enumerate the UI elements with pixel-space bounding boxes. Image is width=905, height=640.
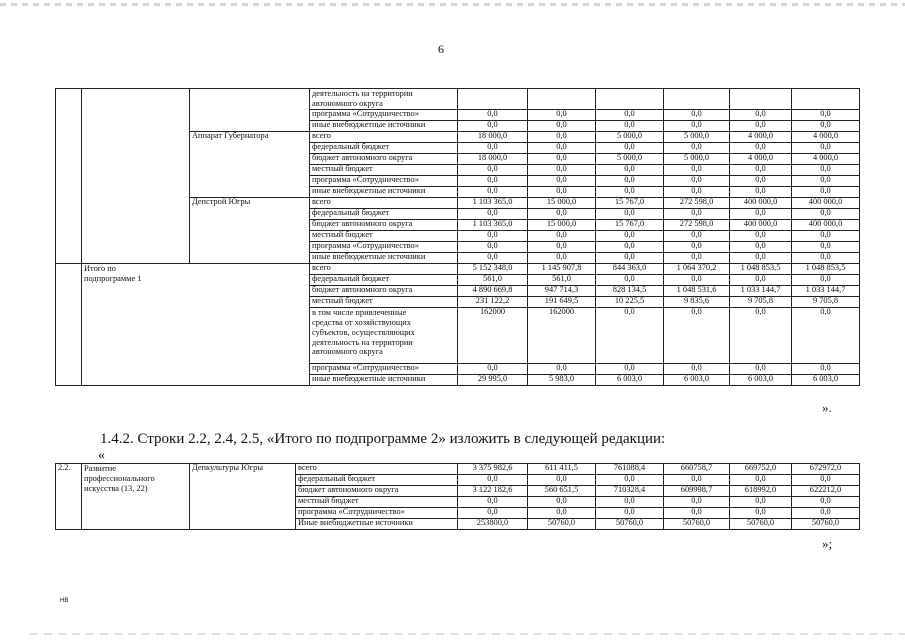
text-line: средства от хозяйствующих [312,317,411,327]
value-cell: 0,0 [596,508,664,519]
value-cell: 0,0 [458,508,528,519]
text-line: профессионального [84,473,155,483]
value-cell: 609998,7 [664,486,730,497]
value-cell: 561,0 [528,274,596,285]
value-cell: 0,0 [792,241,860,252]
value-cell: 0,0 [528,508,596,519]
source-cell: программа «Сотрудничество» [310,241,458,252]
value-cell: 0,0 [528,142,596,153]
value-cell [792,89,860,110]
value-cell [596,89,664,110]
value-cell: 0,0 [458,475,528,486]
value-cell: 6 003,0 [596,374,664,385]
value-cell: 0,0 [730,142,792,153]
value-cell: 9 705,8 [792,296,860,307]
value-cell: 0,0 [792,475,860,486]
value-cell: 0,0 [596,175,664,186]
value-cell: 0,0 [664,186,730,197]
value-cell: 0,0 [730,241,792,252]
amendment-heading: 1.4.2. Строки 2.2, 2.4, 2.5, «Итого по подпрограмме 2» изложить в следующей редакции: [100,431,666,447]
value-cell: 0,0 [458,109,528,120]
value-cell: 0,0 [458,497,528,508]
total-label-cell [82,263,310,385]
value-cell: 0,0 [664,307,730,363]
number-cell [56,89,82,264]
value-cell: 5 000,0 [664,131,730,142]
value-cell: 0,0 [458,241,528,252]
value-cell: 0,0 [458,230,528,241]
value-cell: 0,0 [730,230,792,241]
source-cell: программа «Сотрудничество» [310,109,458,120]
value-cell: 0,0 [596,363,664,374]
source-cell: федеральный бюджет [296,475,458,486]
value-cell: 0,0 [664,109,730,120]
value-cell [458,89,528,110]
source-cell: иные внебюджетные источники [310,120,458,131]
value-cell: 400 000,0 [730,197,792,208]
value-cell: 0,0 [730,274,792,285]
value-cell: 611 411,5 [528,464,596,475]
value-cell: 0,0 [528,475,596,486]
value-cell: 0,0 [664,274,730,285]
value-cell: 0,0 [730,508,792,519]
value-cell: 5 983,0 [528,374,596,385]
value-cell: 9 705,8 [730,296,792,307]
source-cell: федеральный бюджет [310,208,458,219]
value-cell: 1 103 365,0 [458,219,528,230]
value-cell: 0,0 [664,508,730,519]
value-cell: 0,0 [730,208,792,219]
value-cell: 618992,0 [730,486,792,497]
text-line: автономного округа [312,98,383,108]
name-cell [82,464,190,530]
value-cell: 0,0 [458,120,528,131]
text-line: субъектов, осуществляющих [312,327,415,337]
closing-quote-2: »; [822,536,833,551]
value-cell: 0,0 [528,497,596,508]
value-cell: 0,0 [730,109,792,120]
source-cell: иные внебюджетные источники [310,186,458,197]
value-cell: 191 649,5 [528,296,596,307]
value-cell: 0,0 [528,208,596,219]
value-cell: 6 003,0 [664,374,730,385]
value-cell: 0,0 [664,142,730,153]
value-cell: 6 003,0 [792,374,860,385]
source-cell: программа «Сотрудничество» [296,508,458,519]
source-cell: всего [310,197,458,208]
value-cell: 0,0 [596,109,664,120]
value-cell: 844 363,0 [596,263,664,274]
value-cell: 0,0 [792,274,860,285]
executor-cell: Аппарат Губернатора [190,131,310,197]
value-cell: 0,0 [664,497,730,508]
source-cell: программа «Сотрудничество» [310,175,458,186]
value-cell: 0,0 [458,252,528,263]
source-cell: федеральный бюджет [310,274,458,285]
value-cell: 400 000,0 [792,197,860,208]
value-cell: 162000 [458,307,528,363]
value-cell: 0,0 [596,241,664,252]
source-cell: всего [310,263,458,274]
value-cell: 272 598,0 [664,219,730,230]
value-cell: 0,0 [596,230,664,241]
text-line: Итого по [84,263,116,273]
executor-cell [190,89,310,132]
value-cell: 18 000,0 [458,153,528,164]
value-cell: 162000 [528,307,596,363]
text-line: автономного округа [312,347,383,357]
source-cell: иные внебюджетные источники [310,252,458,263]
value-cell: 0,0 [664,230,730,241]
total-row [56,263,860,274]
value-cell: 0,0 [730,252,792,263]
value-cell: 1 048 531,6 [664,285,730,296]
value-cell: 660758,7 [664,464,730,475]
value-cell: 0,0 [528,175,596,186]
value-cell: 0,0 [528,109,596,120]
source-cell: иные внебюджетные источники [310,374,458,385]
value-cell: 947 714,3 [528,285,596,296]
funding-table-row-2-2 [55,463,860,530]
value-cell: 1 103 365,0 [458,197,528,208]
value-cell: 828 134,5 [596,285,664,296]
value-cell: 0,0 [792,164,860,175]
source-cell: всего [310,131,458,142]
value-cell: 0,0 [596,475,664,486]
source-cell: бюджет автономного округа [310,153,458,164]
value-cell: 0,0 [528,131,596,142]
value-cell: 622212,0 [792,486,860,497]
value-cell: 0,0 [596,274,664,285]
opening-quote: « [98,448,105,463]
page-number: 6 [438,42,444,56]
value-cell: 561,0 [458,274,528,285]
value-cell: 5 000,0 [664,153,730,164]
value-cell: 0,0 [596,120,664,131]
value-cell: 0,0 [730,175,792,186]
value-cell: 0,0 [664,175,730,186]
value-cell: 0,0 [596,497,664,508]
value-cell: 1 064 370,2 [664,263,730,274]
value-cell: 0,0 [528,164,596,175]
funding-table-subprogram-1 [55,88,860,386]
value-cell: 0,0 [528,120,596,131]
value-cell: 1 145 907,8 [528,263,596,274]
value-cell: 0,0 [528,363,596,374]
value-cell: 0,0 [664,252,730,263]
value-cell: 0,0 [528,252,596,263]
value-cell: 0,0 [596,142,664,153]
value-cell: 0,0 [664,363,730,374]
value-cell: 10 225,5 [596,296,664,307]
value-cell: 0,0 [792,508,860,519]
value-cell: 0,0 [528,230,596,241]
value-cell: 50760,0 [664,519,730,530]
value-cell: 15 767,0 [596,219,664,230]
value-cell: 0,0 [596,307,664,363]
text-line: в том числе привлеченные [312,307,407,317]
value-cell: 0,0 [730,120,792,131]
value-cell: 0,0 [730,363,792,374]
value-cell: 0,0 [596,164,664,175]
value-cell: 253800,0 [458,519,528,530]
source-cell: Иные внебюджетные источники [296,519,458,530]
source-cell: бюджет автономного округа [310,219,458,230]
value-cell: 669752,0 [730,464,792,475]
value-cell: 50760,0 [730,519,792,530]
value-cell: 400 000,0 [730,219,792,230]
value-cell: 0,0 [792,120,860,131]
value-cell: 0,0 [792,186,860,197]
value-cell: 0,0 [792,109,860,120]
value-cell: 0,0 [458,363,528,374]
source-cell: местный бюджет [296,497,458,508]
value-cell: 0,0 [792,363,860,374]
value-cell: 272 598,0 [664,197,730,208]
value-cell: 710328,4 [596,486,664,497]
value-cell: 400 000,0 [792,219,860,230]
value-cell: 0,0 [664,475,730,486]
source-cell: федеральный бюджет [310,142,458,153]
value-cell: 9 835,6 [664,296,730,307]
source-cell: всего [296,464,458,475]
value-cell: 50760,0 [596,519,664,530]
value-cell: 0,0 [792,307,860,363]
value-cell: 0,0 [730,186,792,197]
value-cell: 0,0 [792,230,860,241]
value-cell: 0,0 [792,142,860,153]
value-cell: 0,0 [664,164,730,175]
executor-cell: Депстрой Югры [190,197,310,263]
value-cell: 0,0 [458,208,528,219]
number-cell: 2.2. [56,464,82,530]
source-cell: бюджет автономного округа [310,285,458,296]
value-cell: 18 000,0 [458,131,528,142]
table-row [56,89,860,110]
value-cell: 0,0 [792,175,860,186]
value-cell: 1 033 144,7 [730,285,792,296]
value-cell: 1 033 144,7 [792,285,860,296]
table-row [56,464,860,475]
value-cell: 15 000,0 [528,219,596,230]
value-cell: 15 000,0 [528,197,596,208]
value-cell [730,89,792,110]
text-line: искусства (13, 22) [84,483,148,493]
text-line: деятельность на территории [312,337,413,347]
text-line: подпрограмме 1 [84,273,142,283]
value-cell: 29 995,0 [458,374,528,385]
name-cell [82,89,190,264]
value-cell: 0,0 [664,120,730,131]
value-cell: 4 000,0 [730,131,792,142]
source-cell: программа «Сотрудничество» [310,363,458,374]
value-cell: 4 000,0 [792,153,860,164]
value-cell: 3 375 982,6 [458,464,528,475]
number-cell [56,263,82,385]
value-cell: 1 048 853,5 [792,263,860,274]
closing-quote-1: ». [822,400,832,415]
value-cell: 15 767,0 [596,197,664,208]
scan-artifact-top [0,3,905,6]
value-cell: 5 000,0 [596,131,664,142]
footer-mark: HB [60,598,69,604]
value-cell: 0,0 [458,142,528,153]
value-cell: 0,0 [792,208,860,219]
source-cell: бюджет автономного округа [296,486,458,497]
value-cell: 0,0 [596,208,664,219]
value-cell [528,89,596,110]
value-cell [664,89,730,110]
value-cell: 3 122 182,6 [458,486,528,497]
value-cell: 0,0 [792,497,860,508]
value-cell: 231 122,2 [458,296,528,307]
value-cell: 0,0 [458,164,528,175]
value-cell: 0,0 [596,186,664,197]
value-cell: 5 000,0 [596,153,664,164]
value-cell: 560 651,5 [528,486,596,497]
value-cell: 6 003,0 [730,374,792,385]
value-cell: 0,0 [664,241,730,252]
value-cell: 0,0 [792,252,860,263]
value-cell: 0,0 [730,307,792,363]
value-cell: 672972,0 [792,464,860,475]
value-cell: 50760,0 [528,519,596,530]
value-cell: 0,0 [730,164,792,175]
value-cell: 4 000,0 [792,131,860,142]
value-cell: 50760,0 [792,519,860,530]
value-cell: 4 890 669,8 [458,285,528,296]
source-cell: местный бюджет [310,230,458,241]
value-cell: 0,0 [596,252,664,263]
source-cell [310,89,458,110]
text-line: деятельность на территории [312,89,413,98]
value-cell: 4 000,0 [730,153,792,164]
value-cell: 0,0 [458,186,528,197]
value-cell: 0,0 [528,241,596,252]
value-cell: 761088,4 [596,464,664,475]
source-cell [310,307,458,363]
value-cell: 0,0 [730,497,792,508]
executor-cell: Депкультуры Югры [190,464,296,530]
value-cell: 5 152 348,0 [458,263,528,274]
scan-artifact-bottom [30,633,905,635]
value-cell: 0,0 [528,153,596,164]
value-cell: 0,0 [730,475,792,486]
source-cell: местный бюджет [310,164,458,175]
value-cell: 0,0 [458,175,528,186]
value-cell: 1 048 853,5 [730,263,792,274]
source-cell: местный бюджет [310,296,458,307]
text-line: Развитие [84,464,116,473]
value-cell: 0,0 [528,186,596,197]
value-cell: 0,0 [664,208,730,219]
